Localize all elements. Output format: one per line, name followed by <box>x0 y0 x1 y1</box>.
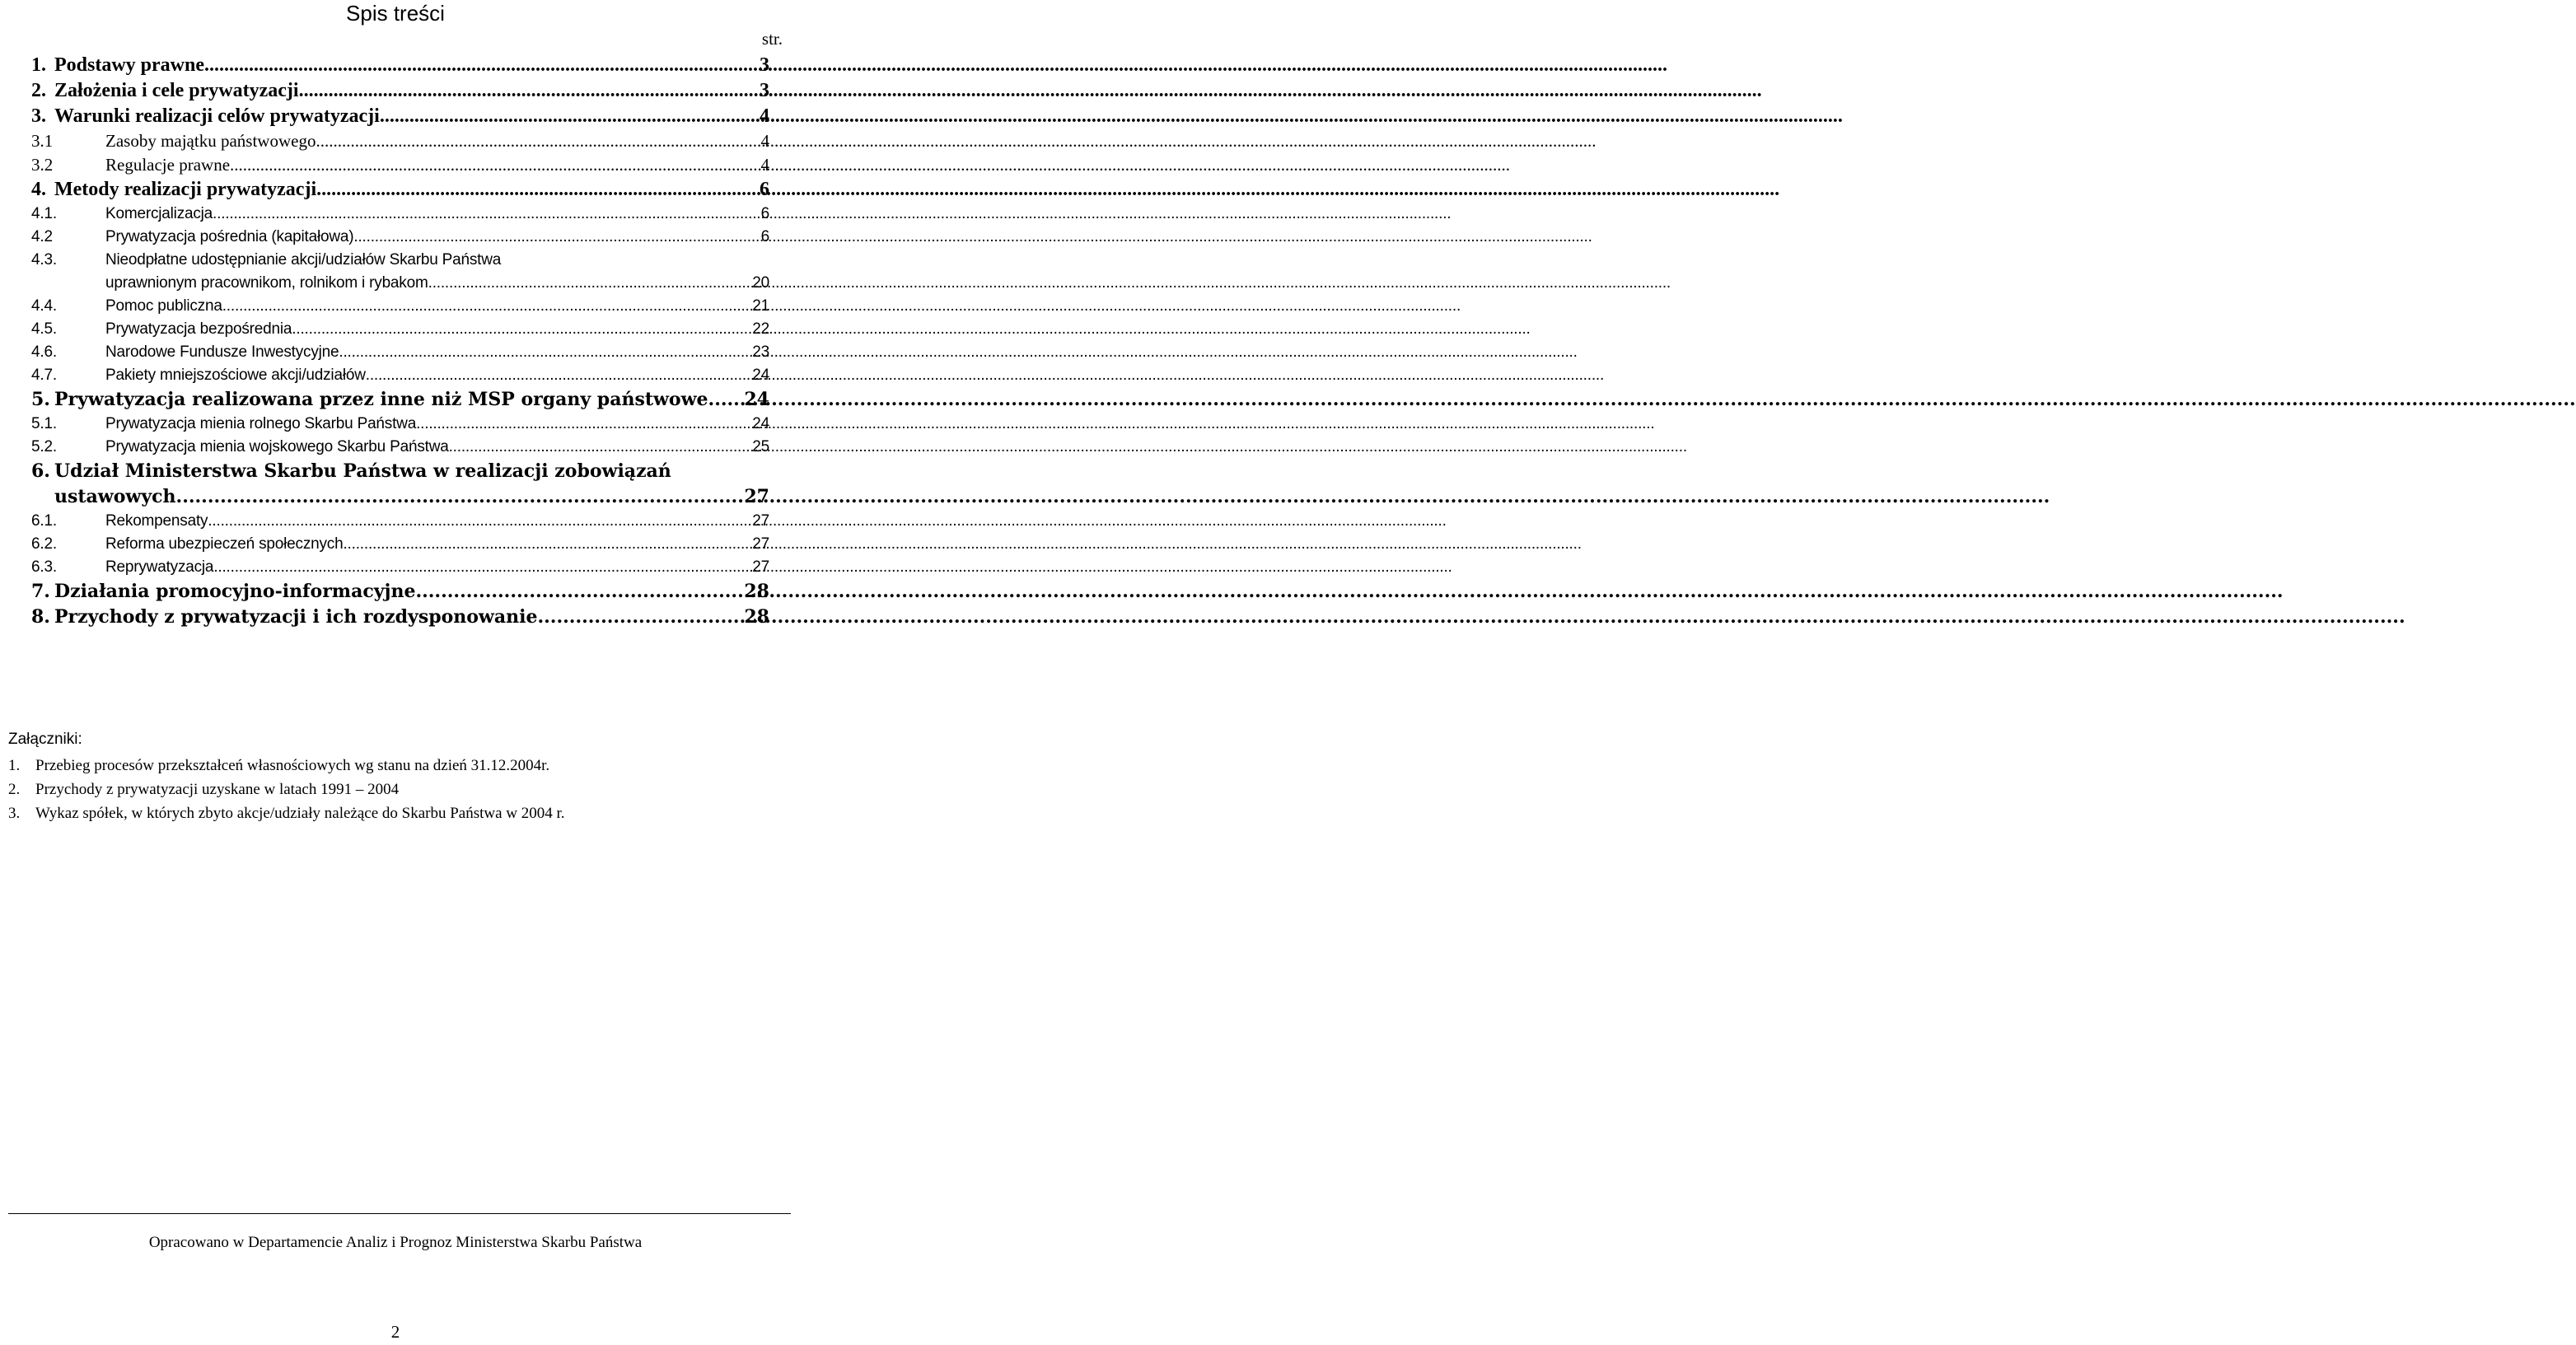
toc-entry-number: 6.2. <box>31 535 57 553</box>
toc-entry-page: 27 <box>752 558 769 576</box>
page-column-label: str. <box>761 29 783 49</box>
toc-entry-title: Udział Ministerstwa Skarbu Państwa w realizacji zobowiązań <box>54 460 671 482</box>
toc-entry[interactable] <box>31 413 769 436</box>
toc-dot-leader <box>537 605 742 630</box>
toc-dot-leader <box>343 533 750 556</box>
toc-dot-leader <box>230 153 759 177</box>
toc-entry-number: 2. <box>31 80 46 101</box>
toc-entry[interactable] <box>31 129 769 153</box>
page-number: 2 <box>390 1322 400 1342</box>
toc-entry-page: 24 <box>752 367 769 384</box>
toc-entry-page: 27 <box>752 535 769 553</box>
toc-entry-title: Działania promocyjno-informacyjne <box>54 581 416 602</box>
toc-entry-title: Regulacje prawne <box>105 155 231 175</box>
attachment-text: Wykaz spółek, w których zbyto akcje/udziały należące do Skarbu Państwa w 2004 r. <box>35 805 565 822</box>
toc-dot-leader <box>316 177 758 203</box>
toc-entry[interactable] <box>31 387 769 413</box>
toc-entry-number: 6.1. <box>31 512 57 530</box>
toc-entry-title-continued: ustawowych. <box>54 486 183 507</box>
toc-dot-leader <box>432 272 751 295</box>
toc-entry-page: 4 <box>760 155 769 175</box>
toc-entry-title: Pomoc publiczna <box>105 297 222 315</box>
toc-entry-number: 8. <box>31 606 50 628</box>
toc-entry-page: 21 <box>752 297 769 315</box>
toc-entry[interactable] <box>31 153 769 177</box>
toc-entry-page: 6 <box>760 228 769 245</box>
toc-entry-title: Reprywatyzacja <box>105 558 214 576</box>
toc-entry[interactable] <box>31 295 769 318</box>
attachment-number: 3. <box>8 805 21 822</box>
attachment-number: 1. <box>8 757 21 774</box>
toc-entry-continuation[interactable] <box>31 484 769 510</box>
toc-entry-page: 20 <box>752 274 769 292</box>
attachment-item <box>8 801 565 825</box>
toc-entry[interactable] <box>31 341 769 364</box>
attachments-list <box>8 754 565 825</box>
toc-dot-leader <box>708 387 743 413</box>
toc-dot-leader <box>204 53 758 78</box>
toc-entry[interactable] <box>31 579 769 605</box>
toc-entry-page: 27 <box>752 512 769 530</box>
toc-dot-leader <box>366 364 751 387</box>
toc-entry-title: Metody realizacji prywatyzacji <box>54 179 317 200</box>
toc-entry[interactable] <box>31 104 769 129</box>
toc-entry-page: 25 <box>752 438 769 455</box>
toc-entry-number: 6. <box>31 460 50 482</box>
toc-dot-leader <box>316 129 759 153</box>
toc-entry-title: Zasoby majątku państwowego <box>105 131 316 151</box>
attachment-number: 2. <box>8 781 21 798</box>
toc-entry-title: Podstawy prawne <box>54 54 205 76</box>
toc-dot-leader <box>353 226 759 249</box>
toc-dot-leader <box>449 436 751 459</box>
toc-dot-leader <box>380 104 758 129</box>
toc-entry-page: 27 <box>744 486 769 507</box>
toc-entry[interactable] <box>31 556 769 579</box>
toc-entry-title: Prywatyzacja mienia wojskowego Skarbu Państwa <box>105 438 449 455</box>
toc-entry[interactable] <box>31 203 769 226</box>
attachment-item <box>8 754 565 778</box>
toc-entry-page: 6 <box>760 179 769 200</box>
toc-entry[interactable] <box>31 533 769 556</box>
page-title: Spis treści <box>346 1 445 26</box>
toc-entry-title: Komercjalizacja <box>105 205 213 222</box>
attachment-text: Przychody z prywatyzacji uzyskane w latach 1991 – 2004 <box>35 781 400 798</box>
toc-entry[interactable] <box>31 78 769 104</box>
toc-dot-leader <box>415 579 742 605</box>
toc-entry-title: Narodowe Fundusze Inwestycyjne <box>105 343 339 361</box>
toc-dot-leader <box>416 413 750 436</box>
toc-entry-page: 4 <box>760 131 769 151</box>
toc-entry-number: 3.1 <box>31 131 54 151</box>
toc-entry[interactable] <box>31 53 769 78</box>
toc-entry-page: 3 <box>760 80 769 101</box>
toc-entry-page: 4 <box>760 105 769 127</box>
toc-entry[interactable] <box>31 318 769 341</box>
toc-entry-title-continued: uprawnionym pracownikom, rolnikom i rybakom. <box>105 274 432 292</box>
toc-dot-leader <box>299 78 758 104</box>
toc-dot-leader <box>339 341 750 364</box>
toc-entry-title: Nieodpłatne udostępnianie akcji/udziałów Skarbu Państwa <box>105 251 502 269</box>
toc-entry[interactable] <box>31 436 769 459</box>
footer-divider <box>8 1213 791 1214</box>
toc-entry-page: 28 <box>744 606 769 628</box>
toc-entry-page: 3 <box>760 54 769 76</box>
toc-dot-leader <box>213 203 760 226</box>
toc-entry-title: Pakiety mniejszościowe akcji/udziałów <box>105 367 366 384</box>
attachment-item <box>8 778 565 801</box>
toc-dot-leader <box>182 484 742 510</box>
toc-entry-number: 4.1. <box>31 205 57 222</box>
toc-entry-title: Przychody z prywatyzacji i ich rozdysponowanie <box>54 606 538 628</box>
toc-entry-number: 6.3. <box>31 558 57 576</box>
toc-entry-number: 5.1. <box>31 415 57 432</box>
toc-entry-continuation[interactable] <box>31 272 769 295</box>
toc-entry-number: 4.4. <box>31 297 57 315</box>
toc-entry-title: Prywatyzacja mienia rolnego Skarbu Państwa <box>105 415 417 432</box>
toc-entry-number: 3.2 <box>31 155 54 175</box>
toc-entry-title: Warunki realizacji celów prywatyzacji <box>54 105 380 127</box>
toc-entry-number: 4.7. <box>31 367 57 384</box>
footer-text: Opracowano w Departamencie Analiz i Prognoz Ministerstwa Skarbu Państwa <box>148 1234 643 1251</box>
toc-entry[interactable] <box>31 605 769 630</box>
toc-entry-title: Rekompensaty <box>105 512 208 530</box>
toc-entry-title: Prywatyzacja bezpośrednia <box>105 320 292 338</box>
toc-entry-title: Prywatyzacja pośrednia (kapitałowa) <box>105 228 354 245</box>
attachments-section <box>8 729 565 825</box>
toc-entry-page: 22 <box>752 320 769 338</box>
toc-entry-number: 5.2. <box>31 438 57 455</box>
toc-dot-leader <box>292 318 750 341</box>
toc-entry-page: 24 <box>752 415 769 432</box>
toc-entry[interactable] <box>31 226 769 249</box>
toc-entry-page: 28 <box>744 581 769 602</box>
table-of-contents <box>31 53 769 630</box>
attachments-heading: Załączniki: <box>8 731 82 748</box>
toc-entry-page: 23 <box>752 343 769 361</box>
toc-entry[interactable] <box>31 249 769 272</box>
toc-entry-number: 3. <box>31 105 46 127</box>
toc-entry-number: 4. <box>31 179 46 200</box>
toc-entry-number: 1. <box>31 54 46 76</box>
toc-entry-number: 7. <box>31 581 50 602</box>
toc-entry-number: 5. <box>31 389 50 410</box>
toc-entry-title: Założenia i cele prywatyzacji <box>54 80 299 101</box>
toc-entry[interactable] <box>31 177 769 203</box>
toc-dot-leader <box>222 295 751 318</box>
toc-entry[interactable] <box>31 364 769 387</box>
toc-dot-leader <box>213 556 750 579</box>
toc-dot-leader <box>208 510 750 533</box>
toc-entry-page: 6 <box>760 205 769 222</box>
attachment-text: Przebieg procesów przekształceń własnościowych wg stanu na dzień 31.12.2004r. <box>35 757 550 774</box>
toc-entry-title: Reforma ubezpieczeń społecznych <box>105 535 344 553</box>
toc-entry-number: 4.2 <box>31 228 53 245</box>
toc-entry-page: 24 <box>744 389 769 410</box>
toc-entry-number: 4.5. <box>31 320 57 338</box>
toc-entry-number: 4.3. <box>31 251 57 269</box>
toc-entry-number: 4.6. <box>31 343 57 361</box>
toc-entry-title: Prywatyzacja realizowana przez inne niż MSP organy państwowe <box>54 389 708 410</box>
toc-entry[interactable] <box>31 459 769 484</box>
toc-entry[interactable] <box>31 510 769 533</box>
